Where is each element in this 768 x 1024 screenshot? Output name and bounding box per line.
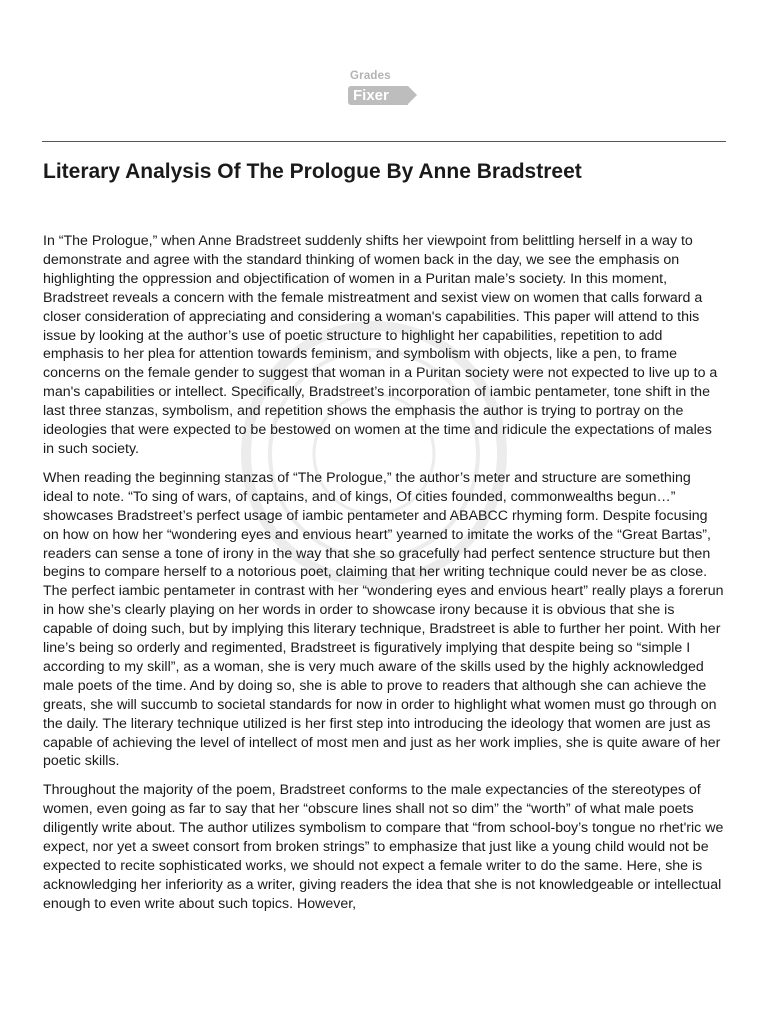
essay-body	[43, 232, 724, 924]
paragraph: When reading the beginning stanzas of “The Prologue,” the author’s meter and structure are something ideal to note. “To sing of wars, of captains, and of kings, Of cities founded, commonwealths begun…” showcases Bradstreet’s perfect usage of iambic pentameter and ABABCC rhyming form. Despite focusing on how on how her “wondering eyes and envious heart” yearned to imitate the works of the “Great Bartas”, readers can sense a tone of irony in the way that she so gracefully had perfect sentence structure but then begins to compare herself to a notorious poet, claiming that her writing technique could never be as close. The perfect iambic pentameter in contrast with her “wondering eyes and envious heart” really plays a forerun in how she’s clearly playing on her words in order to showcase irony because it is obvious that she is capable of doing such, but by implying this literary technique, Bradstreet is able to further her point. With her line’s being so orderly and regimented, Bradstreet is figuratively implying that despite being so “simple I according to my skill”, as a woman, she is very much aware of the skills used by the highly acknowledged male poets of the time. And by doing so, she is able to prove to readers that although she can achieve the greats, she will succumb to societal standards for now in order to highlight what women must go through on the daily. The literary technique utilized is her first step into introducing the ideology that women are just as capable of achieving the level of intellect of most men and just as her work implies, she is quite aware of her poetic skills.	[43, 469, 724, 770]
paragraph: Throughout the majority of the poem, Bradstreet conforms to the male expectancies of the stereotypes of women, even going as far to say that her “obscure lines shall not so dim” the “worth” of what male poets diligently write about. The author utilizes symbolism to compare that “from school-boy’s tongue no rhet'ric we expect, nor yet a sweet consort from broken strings” to emphasize that just like a young child would not be expected to recite sophisticated works, we should not expect a female writer to do the same. Here, she is acknowledging her inferiority as a writer, giving readers the idea that she is not knowledgeable or intellectual enough to even write about such topics. However,	[43, 782, 724, 912]
page-title: Literary Analysis Of The Prologue By Anne Bradstreet	[43, 160, 582, 183]
header-divider	[42, 141, 726, 142]
logo-arrow-icon	[408, 86, 417, 104]
logo-wordmark-badge: Fixer	[353, 87, 389, 104]
gradesfixer-logo	[348, 70, 424, 108]
paragraph: In “The Prologue,” when Anne Bradstreet suddenly shifts her viewpoint from belittling herself in a way to demonstrate and agree with the standard thinking of women back in the day, we see the emphasis on highlighting the oppression and objectification of women in a Puritan male’s society. In this moment, Bradstreet reveals a concern with the female mistreatment and sexist view on women that calls forward a closer consideration of appreciating and considering a woman's capabilities. This paper will attend to this issue by looking at the author’s use of poetic structure to highlight her capabilities, repetition to add emphasis to her plea for attention towards feminism, and symbolism with objects, like a pen, to frame concerns on the female gender to suggest that woman in a Puritan society were not expected to live up to a man's capabilities or intellect. Specifically, Bradstreet’s incorporation of iambic pentameter, tone shift in the last three stanzas, symbolism, and repetition shows the emphasis the author is trying to portray on the ideologies that were expected to be bestowed on women at the time and ridicule the expectations of males in such society.	[43, 233, 718, 457]
logo-wordmark-top: Grades	[350, 70, 391, 82]
logo-badge	[348, 86, 408, 105]
